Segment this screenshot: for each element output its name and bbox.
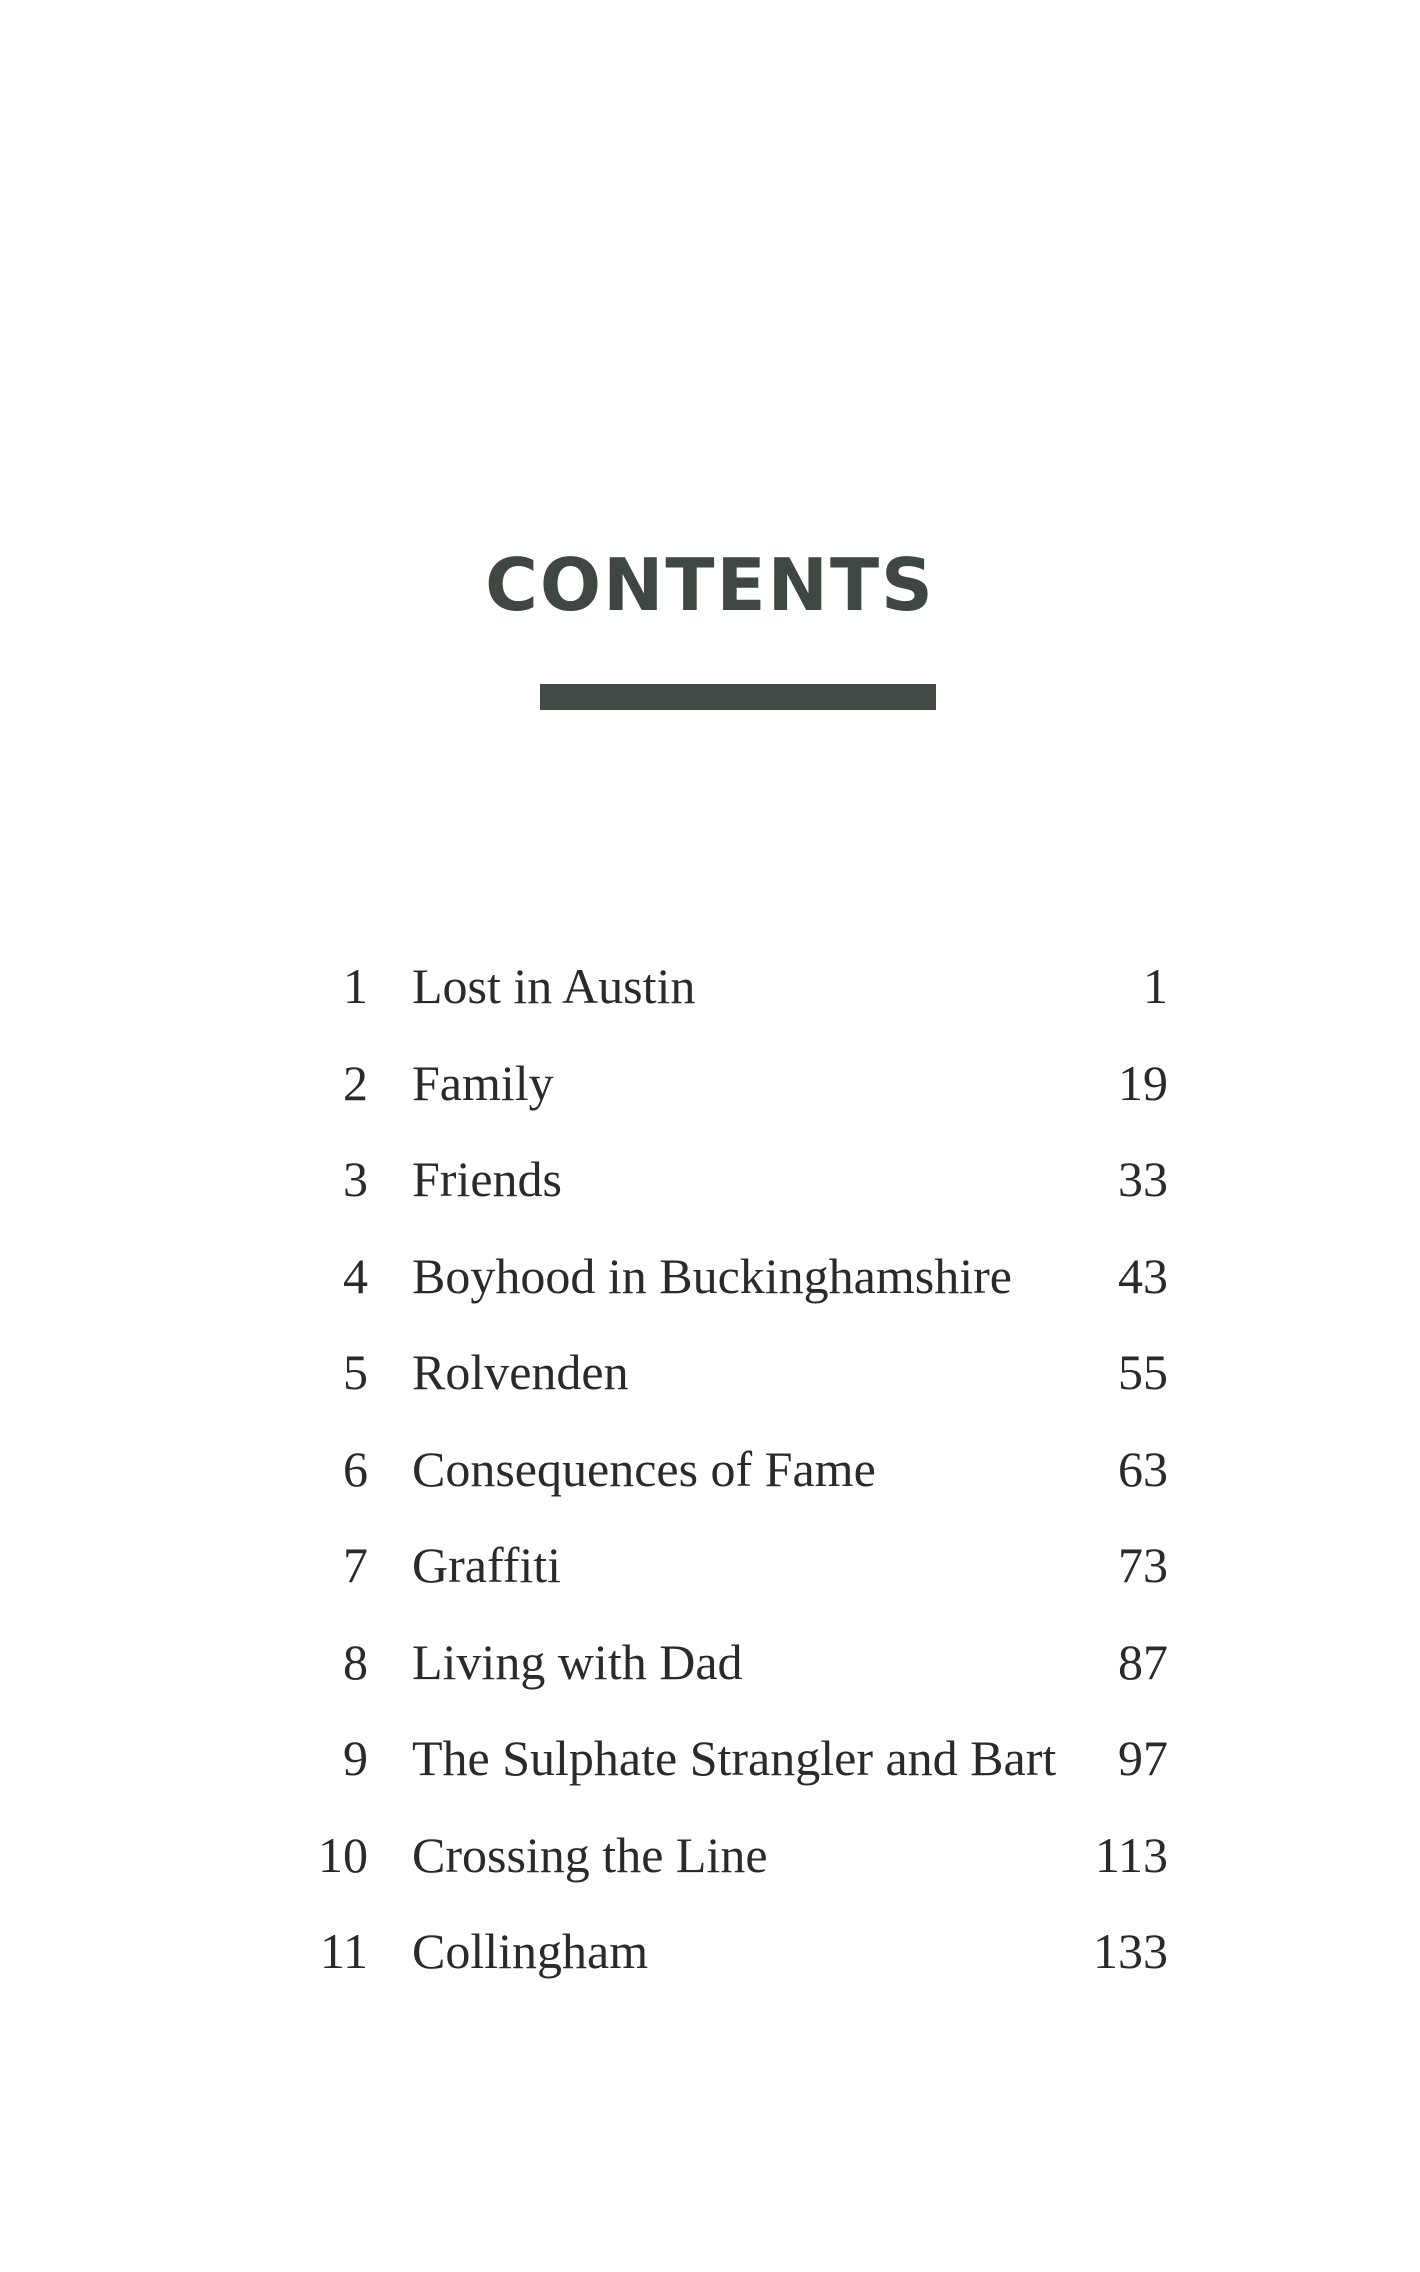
chapter-title: Lost in Austin	[412, 958, 696, 1014]
page-number: 63	[1118, 1440, 1168, 1497]
page-number: 113	[1094, 1826, 1168, 1883]
chapter-number: 3	[343, 1151, 368, 1207]
toc-entry-10	[300, 1807, 1180, 1904]
chapter-title: Consequences of Fame	[412, 1440, 876, 1497]
chapter-title: Rolvenden	[412, 1344, 629, 1400]
toc-entry-4	[300, 1228, 1180, 1325]
toc-entry-1	[300, 938, 1180, 1035]
chapter-number: 5	[343, 1344, 368, 1400]
chapter-number: 7	[343, 1537, 368, 1593]
chapter-title: Family	[412, 1054, 554, 1111]
page-number: 133	[1093, 1923, 1168, 1979]
page-number: 43	[1118, 1247, 1168, 1304]
chapter-title: Graffiti	[412, 1537, 562, 1593]
page-number: 33	[1118, 1151, 1168, 1207]
chapter-number: 10	[318, 1826, 368, 1883]
toc-entry-7	[300, 1517, 1180, 1614]
toc-entry-3	[300, 1131, 1180, 1228]
title-underline-rule	[540, 684, 936, 710]
chapter-number: 9	[343, 1730, 368, 1786]
page-number: 19	[1118, 1054, 1168, 1111]
page-number: 87	[1118, 1633, 1168, 1690]
toc-entry-5	[300, 1324, 1180, 1421]
table-of-contents	[300, 938, 1180, 2000]
chapter-number: 6	[343, 1440, 368, 1497]
toc-entry-11	[300, 1903, 1180, 2000]
chapter-title: Friends	[412, 1151, 562, 1207]
chapter-title: Boyhood in Buckinghamshire	[412, 1247, 1012, 1304]
page-title: CONTENTS	[485, 543, 935, 627]
chapter-number: 2	[343, 1054, 368, 1111]
chapter-title: Collingham	[412, 1923, 649, 1979]
toc-entry-8	[300, 1614, 1180, 1711]
page-number: 1	[1143, 958, 1168, 1014]
chapter-title: Living with Dad	[412, 1633, 743, 1690]
toc-entry-6	[300, 1421, 1180, 1518]
toc-entry-2	[300, 1035, 1180, 1132]
chapter-number: 1	[343, 958, 368, 1014]
chapter-number: 11	[319, 1923, 368, 1979]
chapter-number: 8	[343, 1633, 368, 1690]
chapter-title: The Sulphate Strangler and Bart	[412, 1730, 1057, 1786]
chapter-number: 4	[343, 1247, 368, 1304]
page-number: 97	[1118, 1730, 1168, 1786]
toc-entry-9	[300, 1710, 1180, 1807]
chapter-title: Crossing the Line	[412, 1826, 768, 1883]
page-number: 73	[1118, 1537, 1168, 1593]
page-number: 55	[1118, 1344, 1168, 1400]
